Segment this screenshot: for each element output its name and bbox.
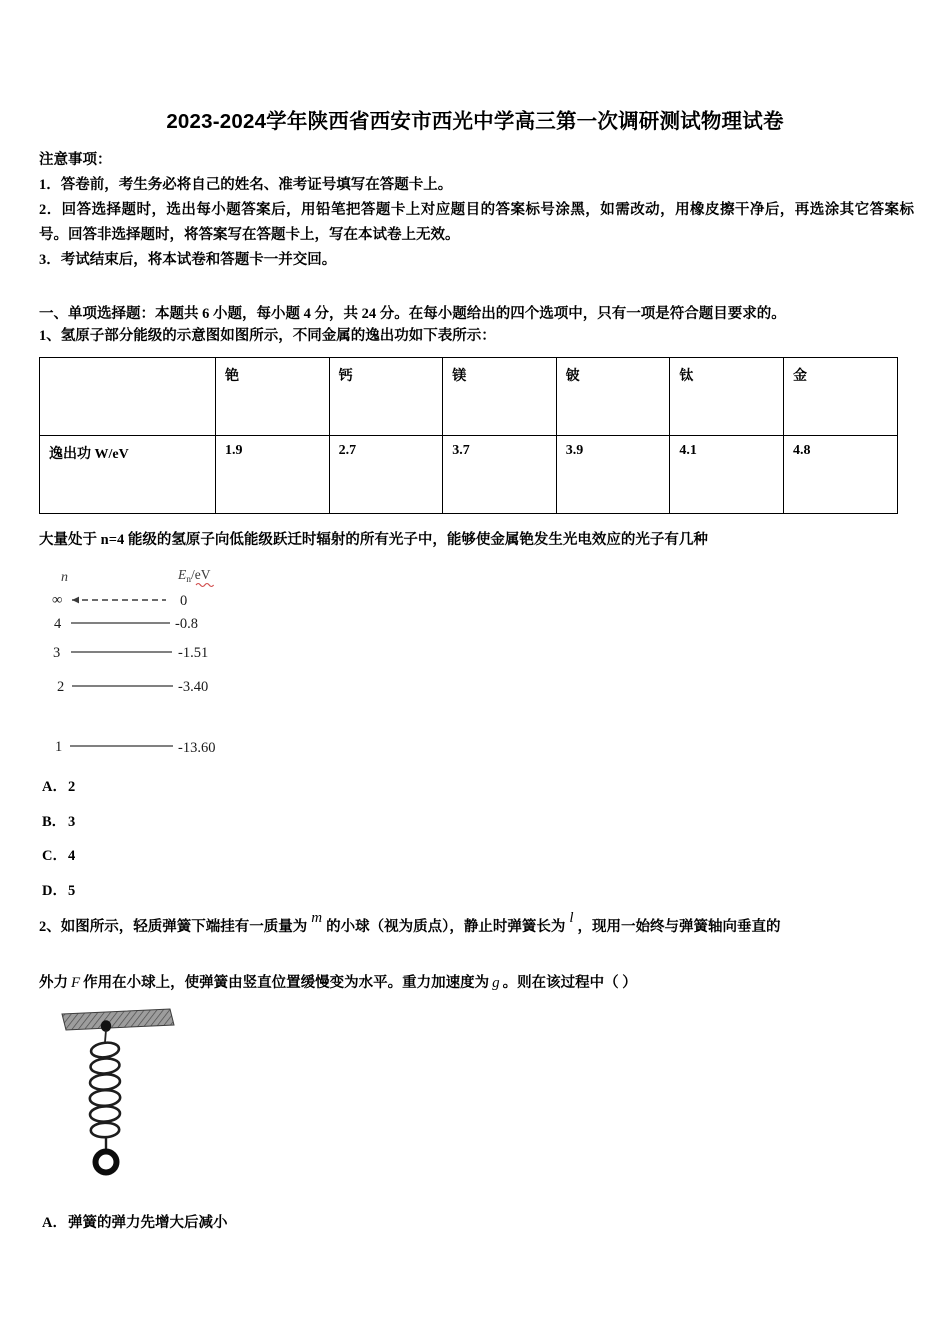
option-label-c: C． [42, 848, 67, 864]
energy-level-label-3: 3 [53, 645, 61, 661]
question-2-stem-part-3: ，现用一始终与弹簧轴向垂直的 [577, 919, 781, 935]
energy-value-infinity: 0 [180, 593, 188, 609]
hanging-ball-icon [96, 1152, 117, 1173]
question-1-stem: 1、氢原子部分能级的示意图如图所示，不同金属的逸出功如下表所示： [39, 328, 496, 344]
energy-axis-label-n: n [61, 570, 68, 585]
table-header-metal-6: 金 [783, 358, 897, 436]
q2-option-row-a[interactable] [42, 1206, 462, 1241]
section-heading: 一、单项选择题：本题共 6 小题，每小题 4 分，共 24 分。在每小题给出的四个选项中，只有一项是符合题目要求的。 [39, 306, 786, 322]
energy-level-diagram [44, 563, 294, 763]
table-header-metal-4: 铍 [556, 358, 670, 436]
energy-value-4: -0.8 [175, 616, 198, 632]
spring-mass-diagram [58, 1006, 248, 1196]
question-2-var-F: F [71, 975, 81, 991]
energy-level-label-infinity: ∞ [52, 592, 63, 608]
table-header-metal-5: 钛 [670, 358, 784, 436]
notice-heading: 注意事项： [39, 152, 112, 168]
work-function-table [39, 357, 898, 514]
option-row-a[interactable] [42, 770, 342, 805]
table-value-metal-2: 2.7 [329, 436, 443, 514]
question-2-stem-part-1: 2、如图所示，轻质弹簧下端挂有一质量为 [39, 919, 308, 935]
spring-top-wire [105, 1030, 106, 1042]
energy-axis-label-E: $E_n/eV$ [178, 567, 211, 585]
table-header-metal-2: 钙 [329, 358, 443, 436]
question-2-var-m: m [311, 910, 323, 926]
table-value-metal-4: 3.9 [556, 436, 670, 514]
table-header-metal-1: 铯 [216, 358, 330, 436]
question-2-stem-part-2: 的小球（视为质点），静止时弹簧长为 [326, 919, 566, 935]
ceiling-support-icon [62, 1009, 174, 1030]
table-header-metal-3: 镁 [443, 358, 557, 436]
energy-level-label-4: 4 [54, 616, 62, 632]
table-value-metal-6: 4.8 [783, 436, 897, 514]
question-2-line2-part-2: 作用在小球上，使弹簧由竖直位置缓慢变为水平。重力加速度为 [83, 975, 490, 991]
notice-item-1: 1．答卷前，考生务必将自己的姓名、准考证号填写在答题卡上。 [39, 177, 453, 193]
energy-level-label-1: 1 [55, 739, 63, 755]
option-row-b[interactable] [42, 805, 342, 840]
table-value-metal-5: 4.1 [670, 436, 784, 514]
energy-value-2: -3.40 [178, 679, 209, 695]
page-title: 2023-2024学年陕西省西安市西光中学高三第一次调研测试物理试卷 [166, 110, 784, 133]
question-2-line2-part-3: 。则在该过程中（ ） [502, 975, 637, 991]
spring-coil-icon [89, 1041, 120, 1138]
notice-item-3: 3．考试结束后，将本试卷和答题卡一并交回。 [39, 252, 337, 268]
option-text-a: 2 [68, 779, 76, 795]
option-label-d: D． [42, 882, 67, 899]
question-1-options [42, 770, 342, 908]
question-2-stem [39, 910, 919, 938]
option-text-c: 4 [68, 848, 76, 864]
question-1-subtext: 大量处于 n=4 能级的氢原子向低能级跃迁时辐射的所有光子中，能够使金属铯发生光电效应的光子有几种 [39, 532, 708, 548]
notice-block [39, 148, 914, 273]
table-row-label: 逸出功 W/eV [40, 436, 216, 514]
energy-level-label-2: 2 [57, 679, 65, 695]
energy-level-arrow-icon [72, 597, 79, 604]
q2-option-text-a: 弹簧的弹力先增大后减小 [68, 1215, 228, 1231]
option-text-d: 5 [68, 882, 76, 899]
notice-item-2: 2．回答选择题时，选出每小题答案后，用铅笔把答题卡上对应题目的答案标号涂黑，如需改动，用橡皮擦干净后，再选涂其它答案标号。回答非选择题时，将答案写在答题卡上，写在本试卷上无效。 [39, 202, 914, 243]
table-value-metal-3: 3.7 [443, 436, 557, 514]
question-2-var-l: l [569, 910, 574, 926]
energy-value-1: -13.60 [178, 740, 216, 756]
energy-value-3: -1.51 [178, 645, 209, 661]
option-label-a: A． [42, 779, 67, 795]
question-2-line2-part-1: 外力 [39, 975, 68, 991]
table-row-values [40, 436, 898, 514]
question-2-options [42, 1206, 462, 1241]
option-row-c[interactable] [42, 839, 342, 874]
option-label-b: B． [42, 813, 67, 830]
q2-option-label-a: A． [42, 1215, 67, 1231]
question-2-var-g: g [492, 975, 500, 991]
question-2-stem-line-2 [39, 972, 919, 994]
option-row-d[interactable] [42, 874, 342, 909]
option-text-b: 3 [68, 813, 76, 830]
table-value-metal-1: 1.9 [216, 436, 330, 514]
spellcheck-underline-icon [196, 584, 214, 587]
table-corner-cell [40, 358, 216, 436]
table-row-headers [40, 358, 898, 436]
